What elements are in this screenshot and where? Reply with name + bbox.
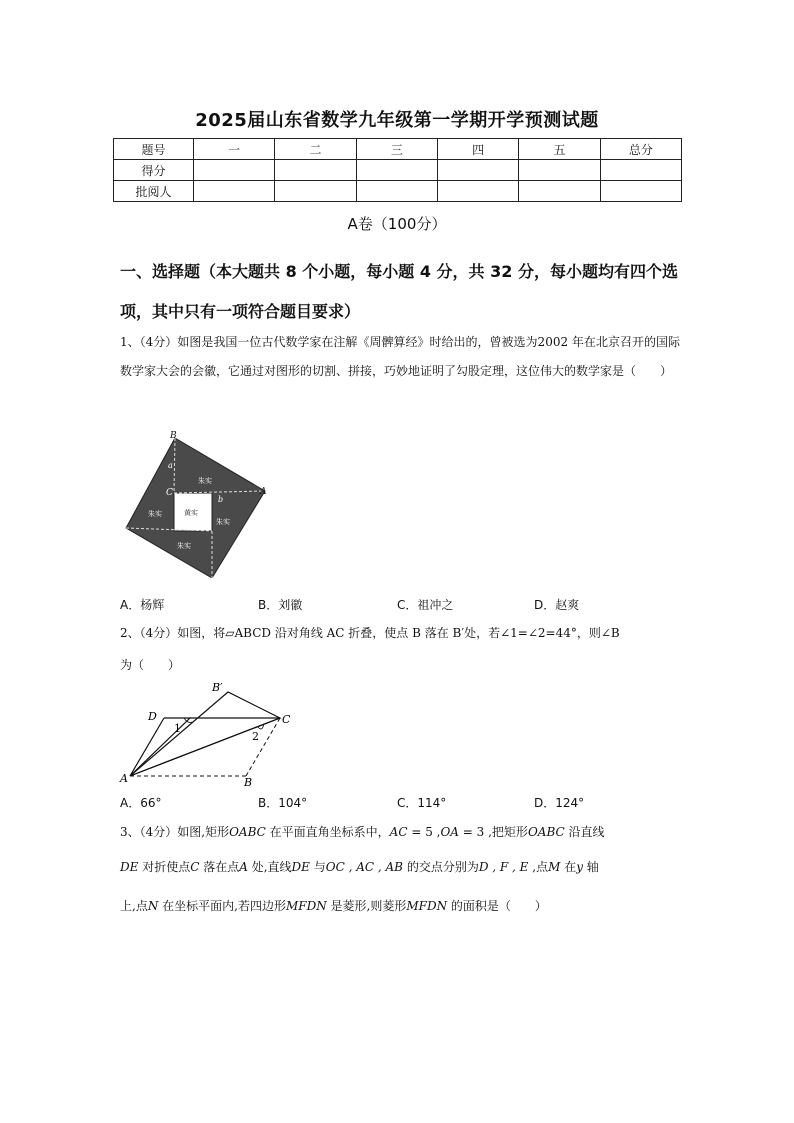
table-cell: 三 <box>356 139 437 160</box>
question-3-line-2 <box>120 853 680 882</box>
text-run: 沿直线 <box>564 825 605 839</box>
outer-label: 朱实 <box>216 518 230 526</box>
angle-1-label: 1 <box>174 722 181 735</box>
text-run: = 3 ,把矩形 <box>458 825 528 839</box>
option-d[interactable]: D．赵爽 <box>534 598 580 612</box>
table-cell: 得分 <box>114 160 194 181</box>
grader-input-cell[interactable] <box>519 181 600 202</box>
grader-input-cell[interactable] <box>194 181 275 202</box>
label-B: B <box>170 431 177 441</box>
label-C: C <box>166 488 173 498</box>
score-input-cell[interactable] <box>519 160 600 181</box>
math-run: C <box>190 860 200 874</box>
text-run: 的交点分别为 <box>403 860 479 874</box>
score-input-cell[interactable] <box>437 160 518 181</box>
text-run: 在 <box>560 860 577 874</box>
option-c[interactable]: C．祖冲之 <box>397 598 454 612</box>
option-a[interactable]: A．杨辉 <box>120 598 165 612</box>
table-cell: 总分 <box>600 139 681 160</box>
option-b[interactable]: B．刘徽 <box>258 598 303 612</box>
table-cell: 批阅人 <box>114 181 194 202</box>
score-table <box>113 138 682 202</box>
score-input-cell[interactable] <box>600 160 681 181</box>
label-a: a <box>168 461 173 470</box>
question-1-text: 1、（4分）如图是我国一位古代数学家在注解《周髀算经》时给出的，曾被选为2002 年在北京召开的国际数学家大会的会徽，它通过对图形的切割、拼接，巧妙地证明了勾股定理，这位伟大的数学家是（ ） <box>120 335 680 378</box>
text-run: ,点 <box>528 860 549 874</box>
page-title: 2025届山东省数学九年级第一学期开学预测试题 <box>195 110 599 131</box>
text-run: 是菱形,则菱形 <box>326 899 407 913</box>
score-table-row <box>114 181 682 202</box>
math-run: OC , AC , AB <box>325 860 404 874</box>
label-b-prime: B′ <box>212 681 223 694</box>
text-run: 处,直线 <box>247 860 292 874</box>
math-run: DE <box>120 860 139 874</box>
math-run: D , F , E <box>478 860 529 874</box>
question-3-line-3 <box>120 892 680 921</box>
label-b: b <box>218 495 224 504</box>
question-2-line-2: 为（ ） <box>120 658 181 672</box>
table-cell: 一 <box>194 139 275 160</box>
text-run: 与 <box>309 860 326 874</box>
table-cell: 四 <box>437 139 518 160</box>
score-input-cell[interactable] <box>275 160 356 181</box>
score-table-row <box>114 160 682 181</box>
option-d[interactable]: D．124° <box>534 796 585 810</box>
math-run: MFDN <box>406 899 448 913</box>
math-run: DE <box>291 860 310 874</box>
question-2-figure <box>118 678 296 788</box>
math-run: A <box>239 860 248 874</box>
question-1-figure <box>120 428 270 578</box>
math-run: OA <box>440 825 459 839</box>
table-cell: 二 <box>275 139 356 160</box>
outer-label: 朱实 <box>177 542 191 550</box>
label-b: B <box>244 776 253 788</box>
text-run: 上,点 <box>120 899 148 913</box>
text-run: 3、（4分）如图,矩形 <box>120 825 230 839</box>
math-run: OABC <box>527 825 565 839</box>
text-run: 在坐标平面内,若四边形 <box>158 899 286 913</box>
part-heading: 一、选择题（本大题共 8 个小题，每小题 4 分，共 32 分，每小题均有四个选项，其中只有一项符合题目要求） <box>120 262 678 321</box>
question-3-line-1 <box>120 818 680 847</box>
outer-label: 朱实 <box>148 510 162 518</box>
option-c[interactable]: C．114° <box>397 796 447 810</box>
option-b[interactable]: B．104° <box>258 796 308 810</box>
table-cell: 题号 <box>114 139 194 160</box>
score-table-header-row <box>114 139 682 160</box>
label-A: A <box>260 487 267 497</box>
option-a[interactable]: A．66° <box>120 796 162 810</box>
score-input-cell[interactable] <box>194 160 275 181</box>
math-run: y <box>576 860 583 874</box>
label-d: D <box>148 710 157 723</box>
table-cell: 五 <box>519 139 600 160</box>
label-a: A <box>120 772 128 785</box>
section-heading: A卷（100分） <box>347 215 447 233</box>
grader-input-cell[interactable] <box>275 181 356 202</box>
label-c: C <box>282 713 291 726</box>
triangle-adc <box>130 718 190 776</box>
math-run: OABC <box>229 825 266 839</box>
math-run: M <box>548 860 561 874</box>
grader-input-cell[interactable] <box>600 181 681 202</box>
score-input-cell[interactable] <box>356 160 437 181</box>
math-run: AC <box>389 825 408 839</box>
question-2-line-1: 2、（4分）如图，将▱ABCD 沿对角线 AC 折叠，使点 B 落在 B′处，若∠1=∠2=44°，则∠B <box>120 626 620 640</box>
text-run: 对折使点 <box>138 860 191 874</box>
diagonal-ac <box>130 718 280 776</box>
text-run: 落在点 <box>199 860 240 874</box>
grader-input-cell[interactable] <box>356 181 437 202</box>
grader-input-cell[interactable] <box>437 181 518 202</box>
text-run: 在平面直角坐标系中， <box>265 825 390 839</box>
text-run: 轴 <box>582 860 599 874</box>
math-run: N <box>147 899 159 913</box>
text-run: 的面积是（ ） <box>447 899 547 913</box>
math-run: MFDN <box>285 899 327 913</box>
angle-2-label: 2 <box>252 730 259 743</box>
text-run: = 5 , <box>407 825 441 839</box>
label-c: c <box>220 453 225 462</box>
inner-label: 黄实 <box>184 509 198 517</box>
outer-label: 朱实 <box>198 477 212 485</box>
